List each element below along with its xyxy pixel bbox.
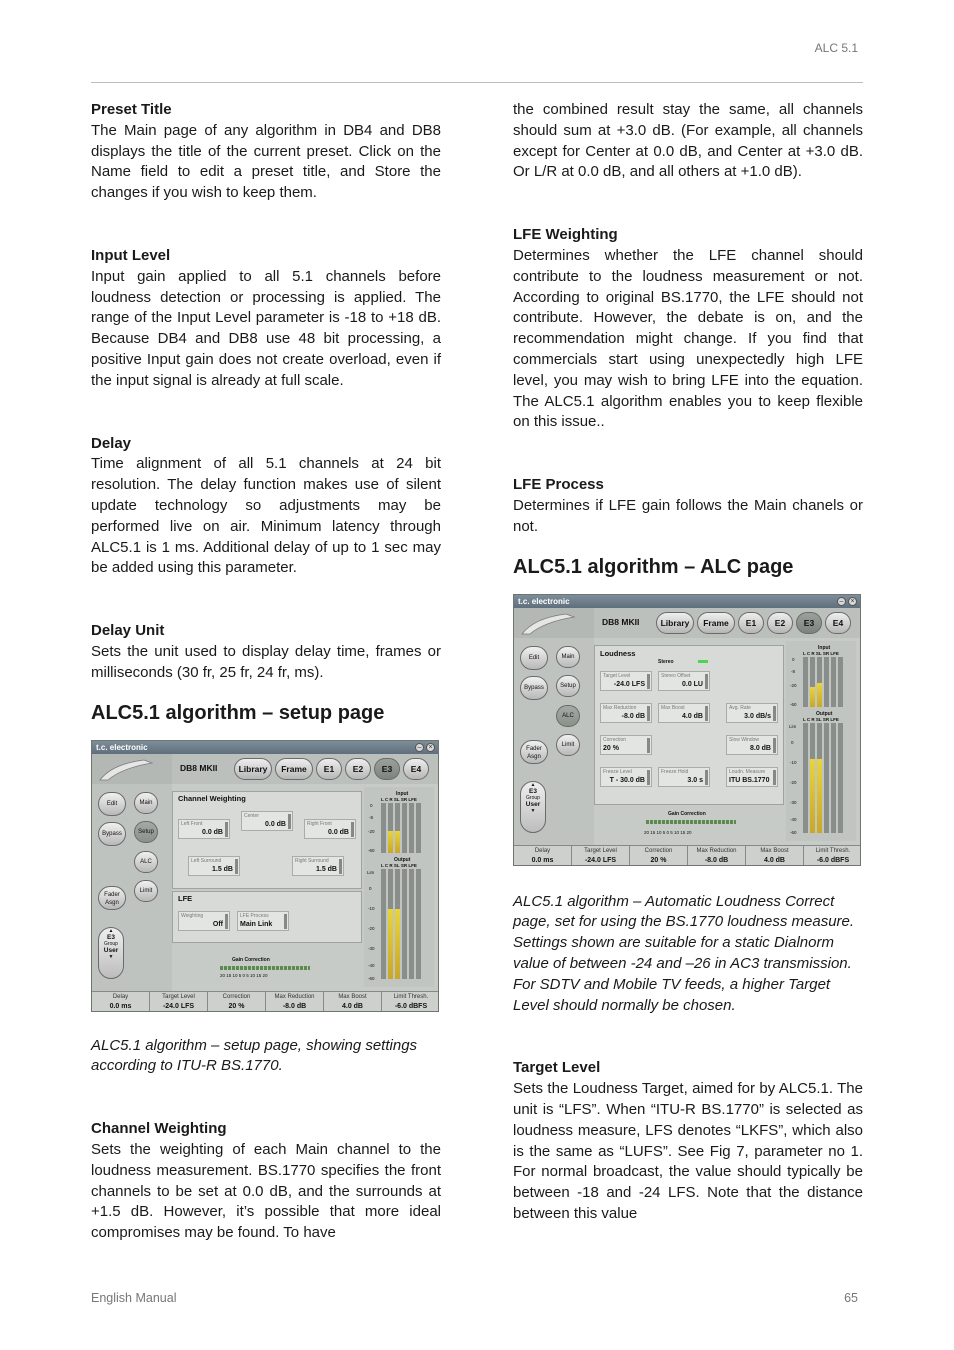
- max-boost-field[interactable]: [658, 703, 710, 723]
- freeze-level-field[interactable]: [600, 767, 652, 787]
- right-front-field[interactable]: [304, 819, 356, 839]
- field-value: T - 30.0 dB: [609, 776, 645, 784]
- field-value: 4.0 dB: [681, 712, 703, 720]
- field-knob[interactable]: [705, 706, 708, 721]
- body-channel-weighting: Sets the weighting of each Main channel to the loudness measurement. BS.1770 specifies the front channels to be set at 0.0 dB, and the surrounds at +1.5 dB. However, it’s possible that more ideal compromises may be found. To have: [91, 1140, 441, 1242]
- field-knob[interactable]: [647, 738, 650, 753]
- meter-out-sl: [824, 723, 829, 833]
- field-value: 20 %: [603, 744, 619, 752]
- status-label: Limit Thresh.: [393, 993, 429, 1000]
- status-label: Correction: [644, 847, 673, 854]
- meter-scale-60: -60: [790, 701, 797, 707]
- status-delay[interactable]: [514, 846, 572, 866]
- meter-scale-0: 0: [370, 802, 373, 808]
- channel-weighting-title: Channel Weighting: [178, 793, 246, 803]
- nav-limit-button[interactable]: Limit: [556, 734, 580, 756]
- status-limit-thresh[interactable]: [382, 992, 439, 1012]
- field-knob[interactable]: [647, 706, 650, 721]
- field-label: Avg. Rate: [729, 704, 751, 711]
- setup-page-title: ALC5.1 algorithm – setup page: [91, 701, 385, 724]
- status-value: 20 %: [228, 1002, 245, 1010]
- field-value: 3.0 s: [687, 776, 703, 784]
- meter-in-r: [395, 803, 400, 853]
- meter-in-sr: [831, 657, 836, 707]
- setup-caption: ALC5.1 algorithm – setup page, showing settings according to ITU-R BS.1770.: [91, 1036, 418, 1075]
- status-correction[interactable]: [630, 846, 688, 866]
- meter-scale-0: 0: [792, 656, 795, 662]
- meter-scale-lim: Lim: [789, 723, 797, 729]
- field-label: Center: [244, 812, 260, 819]
- tab-library[interactable]: Library: [656, 612, 694, 634]
- status-value: 20 %: [650, 856, 667, 864]
- field-label: Stereo Offset: [661, 672, 691, 679]
- field-value: 1.5 dB: [211, 865, 233, 873]
- status-correction[interactable]: [208, 992, 266, 1012]
- gain-correction-meter: [646, 820, 736, 824]
- meter-in-sr: [409, 803, 414, 853]
- status-label: Limit Thresh.: [815, 847, 851, 854]
- field-label: Left Surround: [191, 857, 222, 864]
- nav-main-button[interactable]: Main: [556, 646, 580, 668]
- tab-e1[interactable]: E1: [738, 612, 764, 634]
- field-label: Correction: [603, 736, 627, 743]
- body-preset-title: The Main page of any algorithm in DB4 and DB8 displays the title of the current preset. Click on the Name field to edit a preset title, and Store the changes if you wish to keep them.: [91, 121, 441, 202]
- status-value: -6.0 dBFS: [394, 1002, 428, 1010]
- status-max-boost[interactable]: [324, 992, 382, 1012]
- lfe-title: LFE: [178, 893, 193, 903]
- heading-lfe-process: LFE Process: [513, 476, 604, 494]
- status-value: -8.0 dB: [282, 1002, 307, 1010]
- group-value: User: [525, 800, 541, 808]
- field-knob[interactable]: [705, 674, 708, 689]
- device-titlebar: [514, 595, 860, 608]
- heading-target-level: Target Level: [513, 1059, 601, 1077]
- meter-out-c: [810, 723, 815, 833]
- group-sub: Group: [104, 940, 118, 947]
- running-header: ALC 5.1: [814, 41, 858, 55]
- field-knob[interactable]: [284, 914, 287, 929]
- device-titlebar: [92, 741, 438, 754]
- field-label: Left Front: [181, 820, 203, 827]
- meter-fill: [817, 759, 822, 833]
- heading-lfe-weighting: LFE Weighting: [513, 226, 618, 244]
- status-label: Target Level: [162, 993, 195, 1000]
- meter-out-sr: [409, 869, 414, 979]
- bypass-button[interactable]: Bypass: [520, 676, 548, 700]
- alc-page-title: ALC5.1 algorithm – ALC page: [513, 555, 794, 578]
- section-input-level: [91, 246, 441, 392]
- meter-fill: [810, 759, 815, 833]
- meter-output-channels: L C R SL SR LFE: [803, 716, 839, 722]
- meter-scale-8: -8: [791, 668, 796, 674]
- meter-in-sl: [402, 803, 407, 853]
- meter-scale-out-30: -30: [368, 945, 375, 951]
- bypass-button[interactable]: Bypass: [98, 822, 126, 846]
- body-delay: Time alignment of all 5.1 channels at 24 bit resolution. The delay function makes use of silent update technology so adjustments may be performed live on air. Minimum latency through ALC5.1 is 1 ms. Additional delay of up to 1 sec may be added using this parameter.: [91, 455, 441, 577]
- status-label: Target Level: [584, 847, 617, 854]
- status-value: -8.0 dB: [704, 856, 729, 864]
- field-label: Loudn. Measure: [729, 768, 766, 775]
- meter-scale-out-10: -10: [368, 905, 375, 911]
- minimize-icon[interactable]: –: [837, 597, 846, 606]
- meter-scale-out-30: -30: [790, 799, 797, 805]
- device-status-bar: [92, 991, 438, 1011]
- field-value: 8.0 dB: [749, 744, 771, 752]
- left-surround-field[interactable]: [188, 856, 240, 876]
- tab-e3[interactable]: E3: [374, 758, 400, 780]
- body-lfe-weighting: Determines whether the LFE channel should contribute to the loudness measurement or not. According to original BS.1770, the LFE should not contribute. However, the debate is on, and the recommendation might change. If you find that commercials start using unexpectedly high LFE level, you may wish to bring LFE into the equation. The ALC5.1 algorithm enables you to keep flexible on this issue..: [513, 246, 863, 431]
- meter-scale-out-60: -60: [790, 829, 797, 835]
- tab-e2[interactable]: E2: [767, 612, 793, 634]
- tab-e4[interactable]: E4: [403, 758, 429, 780]
- group-title: E3: [107, 933, 115, 941]
- status-label: Delay: [112, 993, 129, 1000]
- device-name: DB8 MKII: [602, 616, 640, 627]
- device-name: DB8 MKII: [180, 762, 218, 773]
- field-value: 0.0 LU: [681, 680, 703, 688]
- section-delay: [91, 434, 441, 580]
- body-continuation: the combined result stay the same, all channels should sum at +3.0 dB. (For example, all channels except for Center at 0.0 dB, and Center at +3.0 dB. Or L/R at 0.0 dB, and all others at +1.0 dB).: [513, 101, 863, 181]
- target-level-field[interactable]: [600, 671, 652, 691]
- section-lfe-weighting: [513, 225, 863, 433]
- field-value: -24.0 LFS: [613, 680, 645, 688]
- meter-in-r: [817, 657, 822, 707]
- freeze-hold-field[interactable]: [658, 767, 710, 787]
- header-rule: [91, 82, 863, 83]
- body-lfe-process: Determines if LFE gain follows the Main chanels or not.: [513, 496, 863, 535]
- gain-correction-label: Gain Correction: [232, 956, 270, 963]
- field-label: Max Reduction: [603, 704, 637, 711]
- tab-e1[interactable]: E1: [316, 758, 342, 780]
- body-target-level: Sets the Loudness Target, aimed for by ALC5.1. The unit is “LFS”. When “ITU-R BS.1770” is selected as loudness measure, LFS denotes “LKFS”, which also is the same as “LUFS”. See Fig 7, parameter no 1. For normal broadcast, the value should typically be between -18 and -24 LFS. Note that the distance between this value: [513, 1080, 863, 1222]
- lfe-process-field[interactable]: [237, 911, 289, 931]
- group-value: User: [103, 946, 119, 954]
- field-knob[interactable]: [351, 822, 354, 837]
- heading-channel-weighting: Channel Weighting: [91, 1120, 227, 1138]
- meter-scale-out-0: 0: [791, 739, 794, 745]
- meter-in-sl: [824, 657, 829, 707]
- alc-caption-1: ALC5.1 algorithm – Automatic Loudness Correct page, set for using the BS.1770 loudness measure.: [513, 892, 855, 931]
- meter-input-channels: L C R SL SR LFE: [803, 650, 839, 656]
- status-delay[interactable]: [92, 992, 150, 1012]
- meter-output-label: Output: [816, 710, 833, 717]
- meter-fill: [395, 909, 400, 979]
- brand-logo: t.c. electronic: [96, 742, 148, 752]
- gain-correction-label: Gain Correction: [668, 810, 706, 817]
- field-knob[interactable]: [235, 859, 238, 874]
- slow-window-field[interactable]: [726, 735, 778, 755]
- tab-frame[interactable]: Frame: [697, 612, 735, 634]
- meter-in-lfe: [416, 803, 421, 853]
- device-status-bar: [514, 845, 860, 865]
- nav-setup-button[interactable]: Setup: [134, 821, 158, 843]
- edit-button[interactable]: Edit: [98, 792, 126, 816]
- status-label: Correction: [222, 993, 251, 1000]
- field-label: Right Front: [307, 820, 332, 827]
- field-value: Off: [212, 920, 223, 928]
- gain-correction-scale: 20 15 10 5 0 5 10 15 20: [644, 829, 692, 835]
- body-input-level: Input gain applied to all 5.1 channels before loudness detection or processing is applied. The range of the Input Level parameter is -18 to +18 dB. Because DB4 and DB8 use 48 bit processing, a positive Input gain does not create overload, even if the input signal is already at full scale.: [91, 267, 441, 389]
- field-knob[interactable]: [647, 674, 650, 689]
- field-value: 0.0 dB: [327, 828, 349, 836]
- field-knob[interactable]: [773, 770, 776, 785]
- meter-out-sr: [831, 723, 836, 833]
- status-value: 0.0 ms: [531, 856, 554, 864]
- meter-out-c: [388, 869, 393, 979]
- field-value: 3.0 dB/s: [744, 712, 771, 720]
- field-knob[interactable]: [339, 859, 342, 874]
- tab-library[interactable]: Library: [234, 758, 272, 780]
- gain-correction-meter: [220, 966, 310, 970]
- meter-out-sl: [402, 869, 407, 979]
- alc-page-screenshot: [513, 594, 861, 866]
- stereo-led: [698, 660, 708, 663]
- meter-fill: [810, 687, 815, 707]
- group-sub: Group: [526, 794, 540, 801]
- field-value: -8.0 dB: [621, 712, 645, 720]
- group-title: E3: [529, 787, 537, 795]
- device-product-icon: [514, 608, 594, 638]
- section-delay-unit: [91, 621, 441, 683]
- field-value: 1.5 dB: [315, 865, 337, 873]
- heading-delay-unit: Delay Unit: [91, 622, 165, 640]
- tab-e4[interactable]: E4: [825, 612, 851, 634]
- status-max-reduction[interactable]: [688, 846, 746, 866]
- tab-e2[interactable]: E2: [345, 758, 371, 780]
- meter-out-lfe: [416, 869, 421, 979]
- meter-scale-out-20: -20: [790, 779, 797, 785]
- meter-out-l: [381, 869, 386, 979]
- meter-scale-60: -60: [368, 847, 375, 853]
- field-knob[interactable]: [705, 770, 708, 785]
- device-product-icon: [92, 754, 172, 784]
- footer-manual-label: English Manual: [91, 1291, 177, 1305]
- field-label: Slow Window: [729, 736, 760, 743]
- field-label: LFE Process: [240, 912, 269, 919]
- meter-fill: [817, 683, 822, 707]
- status-value: 4.0 dB: [763, 856, 785, 864]
- status-label: Max Reduction: [274, 993, 315, 1000]
- status-value: 4.0 dB: [341, 1002, 363, 1010]
- field-label: Max Boost: [661, 704, 685, 711]
- status-value: -24.0 LFS: [162, 1002, 195, 1010]
- meter-in-c: [810, 657, 815, 707]
- status-value: 0.0 ms: [109, 1002, 132, 1010]
- field-label: Weighting: [181, 912, 204, 919]
- status-value: -24.0 LFS: [584, 856, 617, 864]
- stereo-label: Stereo: [658, 658, 674, 665]
- meter-in-l: [803, 657, 808, 707]
- correction-field[interactable]: [600, 735, 652, 755]
- status-target-level[interactable]: [572, 846, 630, 866]
- chevron-down-icon[interactable]: ▼: [530, 807, 536, 814]
- field-label: Freeze Hold: [661, 768, 689, 775]
- field-knob[interactable]: [647, 770, 650, 785]
- edit-button[interactable]: Edit: [520, 646, 548, 670]
- status-label: Max Reduction: [696, 847, 737, 854]
- page-number: 65: [844, 1291, 858, 1305]
- meter-scale-out-40: -40: [790, 816, 797, 822]
- chevron-down-icon[interactable]: ▼: [108, 953, 114, 960]
- setup-page-screenshot: [91, 740, 439, 1012]
- field-value: ITU BS.1770: [729, 776, 770, 784]
- meter-out-l: [803, 723, 808, 833]
- meter-scale-20: -20: [368, 828, 375, 834]
- field-knob[interactable]: [773, 738, 776, 753]
- brand-logo: t.c. electronic: [518, 596, 570, 606]
- meter-scale-out-10: -10: [790, 759, 797, 765]
- section-lfe-process: [513, 475, 863, 537]
- nav-alc-button[interactable]: ALC: [134, 851, 158, 873]
- stereo-offset-field[interactable]: [658, 671, 710, 691]
- device-logo-area: [92, 754, 172, 784]
- tab-e3[interactable]: E3: [796, 612, 822, 634]
- meter-scale-out-0: 0: [369, 885, 372, 891]
- meter-fill: [388, 909, 393, 979]
- meter-in-l: [381, 803, 386, 853]
- device-logo-area: [514, 608, 594, 638]
- body-delay-unit: Sets the unit used to display delay time, frames or milliseconds (30 fr, 25 fr, 24 fr, ms).: [91, 642, 441, 681]
- tab-frame[interactable]: Frame: [275, 758, 313, 780]
- meter-scale-lim: Lim: [367, 869, 375, 875]
- fader-assign-button[interactable]: Fader Asgn: [520, 740, 548, 764]
- meter-out-lfe: [838, 723, 843, 833]
- meter-out-r: [817, 723, 822, 833]
- alc-caption-2: Settings shown are suitable for a static Dialnorm value of between -24 and –26 in AC3 transmission. For SDTV and Mobile TV feeds, a higher Target Level should normally be chosen.: [513, 934, 852, 1014]
- status-limit-thresh[interactable]: [804, 846, 861, 866]
- status-max-reduction[interactable]: [266, 992, 324, 1012]
- section-target-level: [513, 1058, 863, 1224]
- left-column: [91, 100, 441, 1244]
- meter-scale-out-40: -40: [368, 962, 375, 968]
- status-value: -6.0 dBFS: [816, 856, 850, 864]
- field-value: 0.0 dB: [264, 820, 286, 828]
- heading-preset-title: Preset Title: [91, 101, 172, 118]
- field-value: 0.0 dB: [201, 828, 223, 836]
- meter-input-channels: L C R SL SR LFE: [381, 796, 417, 802]
- right-column: [513, 100, 863, 1225]
- status-max-boost[interactable]: [746, 846, 804, 866]
- meter-fill: [388, 831, 393, 853]
- section-channel-weighting: [91, 1119, 441, 1244]
- meter-scale-8: -8: [369, 814, 374, 820]
- status-label: Delay: [534, 847, 551, 854]
- nav-limit-button[interactable]: Limit: [134, 880, 158, 902]
- meter-input-label: Input: [396, 790, 409, 797]
- minimize-icon[interactable]: –: [415, 743, 424, 752]
- max-reduction-field[interactable]: [600, 703, 652, 723]
- lfe-weighting-field[interactable]: [178, 911, 230, 931]
- status-label: Max Boost: [338, 993, 367, 1000]
- field-label: Target Level: [603, 672, 631, 679]
- status-label: Max Boost: [760, 847, 789, 854]
- field-knob[interactable]: [225, 914, 228, 929]
- status-target-level[interactable]: [150, 992, 208, 1012]
- field-knob[interactable]: [773, 706, 776, 721]
- nav-alc-button[interactable]: ALC: [556, 705, 580, 727]
- meter-output-label: Output: [394, 856, 411, 863]
- center-field[interactable]: [241, 811, 293, 831]
- avg-rate-field[interactable]: [726, 703, 778, 723]
- field-label: Right Surround: [295, 857, 329, 864]
- group-selector[interactable]: [520, 781, 546, 833]
- nav-setup-button[interactable]: Setup: [556, 675, 580, 697]
- right-surround-field[interactable]: [292, 856, 344, 876]
- nav-main-button[interactable]: Main: [134, 792, 158, 814]
- meter-in-c: [388, 803, 393, 853]
- meter-scale-20: -20: [790, 682, 797, 688]
- meter-in-lfe: [838, 657, 843, 707]
- meter-input-label: Input: [818, 644, 831, 651]
- field-label: Freeze Level: [603, 768, 632, 775]
- field-knob[interactable]: [225, 822, 228, 837]
- meter-fill: [395, 831, 400, 853]
- group-selector[interactable]: [98, 927, 124, 979]
- heading-delay: Delay: [91, 434, 132, 452]
- chevron-up-icon[interactable]: ▲: [108, 927, 114, 934]
- meter-scale-out-20: -20: [368, 925, 375, 931]
- meter-out-r: [395, 869, 400, 979]
- section-preset-title: [91, 100, 441, 204]
- left-front-field[interactable]: [178, 819, 230, 839]
- meter-output-channels: L C R SL SR LFE: [381, 862, 417, 868]
- meter-scale-out-60: -60: [368, 975, 375, 981]
- field-value: Main Link: [240, 920, 273, 928]
- close-icon[interactable]: ×: [426, 743, 435, 752]
- field-knob[interactable]: [288, 814, 291, 829]
- heading-input-level: Input Level: [91, 246, 171, 264]
- fader-assign-button[interactable]: Fader Asgn: [98, 886, 126, 910]
- loudness-title: Loudness: [600, 648, 636, 658]
- gain-correction-scale: 20 15 10 5 0 5 10 15 20: [220, 972, 268, 978]
- loudness-measure-field[interactable]: [726, 767, 778, 787]
- chevron-up-icon[interactable]: ▲: [530, 781, 536, 788]
- close-icon[interactable]: ×: [848, 597, 857, 606]
